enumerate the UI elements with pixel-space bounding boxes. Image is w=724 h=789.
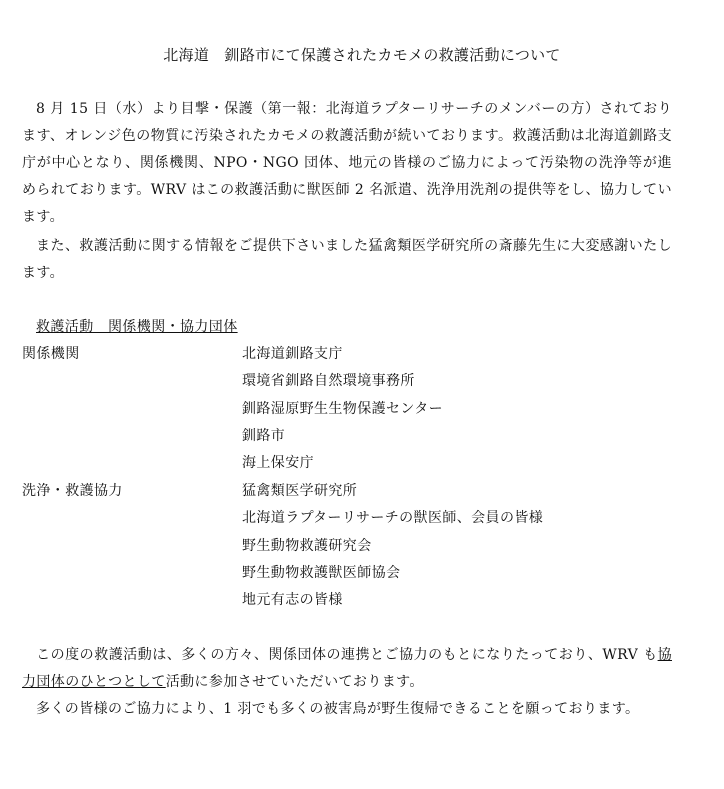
list-item: 釧路湿原野生生物保護センター xyxy=(242,400,444,417)
document-title: 北海道 釧路市にて保護されたカモメの救護活動について xyxy=(163,46,561,64)
closing-paragraph-text: 多くの皆様のご協力により、1 羽でも多くの被害鳥が野生復帰できることを願っております。 xyxy=(36,701,640,717)
closing-paragraph xyxy=(22,696,672,723)
participation-paragraph xyxy=(22,642,672,696)
intro-paragraph-text: 8 月 15 日（水）より目撃・保護（第一報：北海道ラプターリサーチのメンバーの方）されております、オレンジ色の物質に汚染されたカモメの救護活動が続いております。救護活動は北海道釧路支庁が中心となり、関係機関、NPO・NGO 団体、地元の皆様のご協力によって汚染物の洗浄等が進められております。WRV はこの救護活動に獣医師 2 名派遣、洗浄用洗剤の提供等をし、協力しています。 xyxy=(22,101,672,225)
thanks-paragraph-text: また、救護活動に関する情報をご提供下さいました猛禽類医学研究所の斎藤先生に大変感謝いたします。 xyxy=(22,238,672,281)
list-item: 猛禽類医学研究所 xyxy=(242,483,358,499)
participation-text-after: 活動に参加させていただいております。 xyxy=(165,674,424,690)
thanks-paragraph xyxy=(22,233,672,287)
participation-text-before: この度の救護活動は、多くの方々、関係団体の連携とご協力のもとになりたっており、WRV も xyxy=(36,647,658,663)
group-label-agencies: 関係機関 xyxy=(22,346,80,362)
list-item: 北海道ラプターリサーチの獣医師、会員の皆様 xyxy=(242,510,544,527)
participation-text-underlined: 協力団体のひとつとして xyxy=(22,647,672,690)
group-label-cooperation: 洗浄・救護協力 xyxy=(22,483,123,499)
org-list-agencies xyxy=(242,341,443,477)
list-item: 海上保安庁 xyxy=(242,455,314,472)
intro-paragraph xyxy=(22,96,672,231)
list-item: 釧路市 xyxy=(242,427,286,444)
section-title: 救護活動 関係機関・協力団体 xyxy=(36,319,238,335)
list-item: 野生動物救護獣医師協会 xyxy=(242,564,401,581)
org-list-cooperation xyxy=(242,478,543,614)
list-item: 北海道釧路支庁 xyxy=(242,346,343,362)
list-item: 野生動物救護研究会 xyxy=(242,537,372,554)
list-item: 地元有志の皆様 xyxy=(242,592,343,609)
list-item: 環境省釧路自然環境事務所 xyxy=(242,373,415,390)
